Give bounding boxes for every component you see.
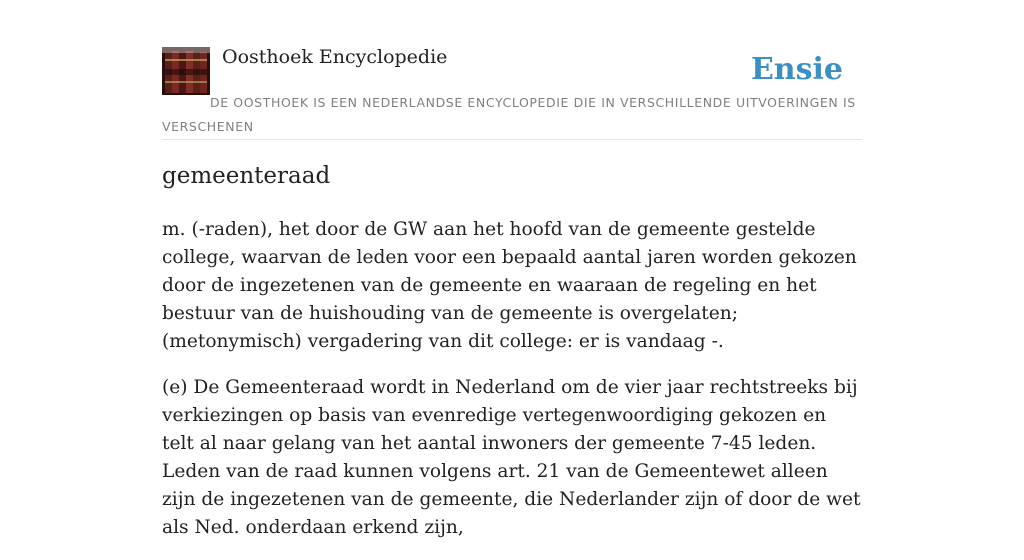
brand-logo[interactable]: Ensie [750, 52, 843, 87]
entry-paragraph: (e) De Gemeenteraad wordt in Nederland om de vier jaar rechtstreeks bij verkiezingen op basis van evenredige vertegenwoordiging gekozen en telt al naar gelang van het aantal inwoners der gemeente 7-45 leden. Leden van de raad kunnen volgens art. 21 van de Gemeentewet alleen zijn de ingezetenen van de gemeente, die Nederlander zijn of door de wet als Ned. onderdaan erkend zijn, [162, 377, 861, 538]
entry-title: gemeenteraad [162, 163, 331, 189]
page-container [162, 0, 862, 538]
site-title[interactable]: Oosthoek Encyclopedie [222, 46, 448, 68]
entry-body [162, 216, 862, 560]
site-tagline: DE OOSTHOEK IS EEN NEDERLANDSE ENCYCLOPEDIE DIE IN VERSCHILLENDE UITVOERINGEN IS VERSCHENEN [162, 95, 856, 134]
site-header [162, 0, 862, 140]
encyclopedia-books-icon [162, 47, 210, 95]
entry-paragraph: m. (-raden), het door de GW aan het hoofd van de gemeente gestelde college, waarvan de leden voor een bepaald aantal jaren worden gekozen door de ingezetenen van de gemeente en waaraan de regeling en het bestuur van de huishouding van de gemeente is overgelaten; (metonymisch) vergadering van dit college: er is vandaag -. [162, 219, 857, 352]
avatar[interactable] [162, 47, 210, 95]
